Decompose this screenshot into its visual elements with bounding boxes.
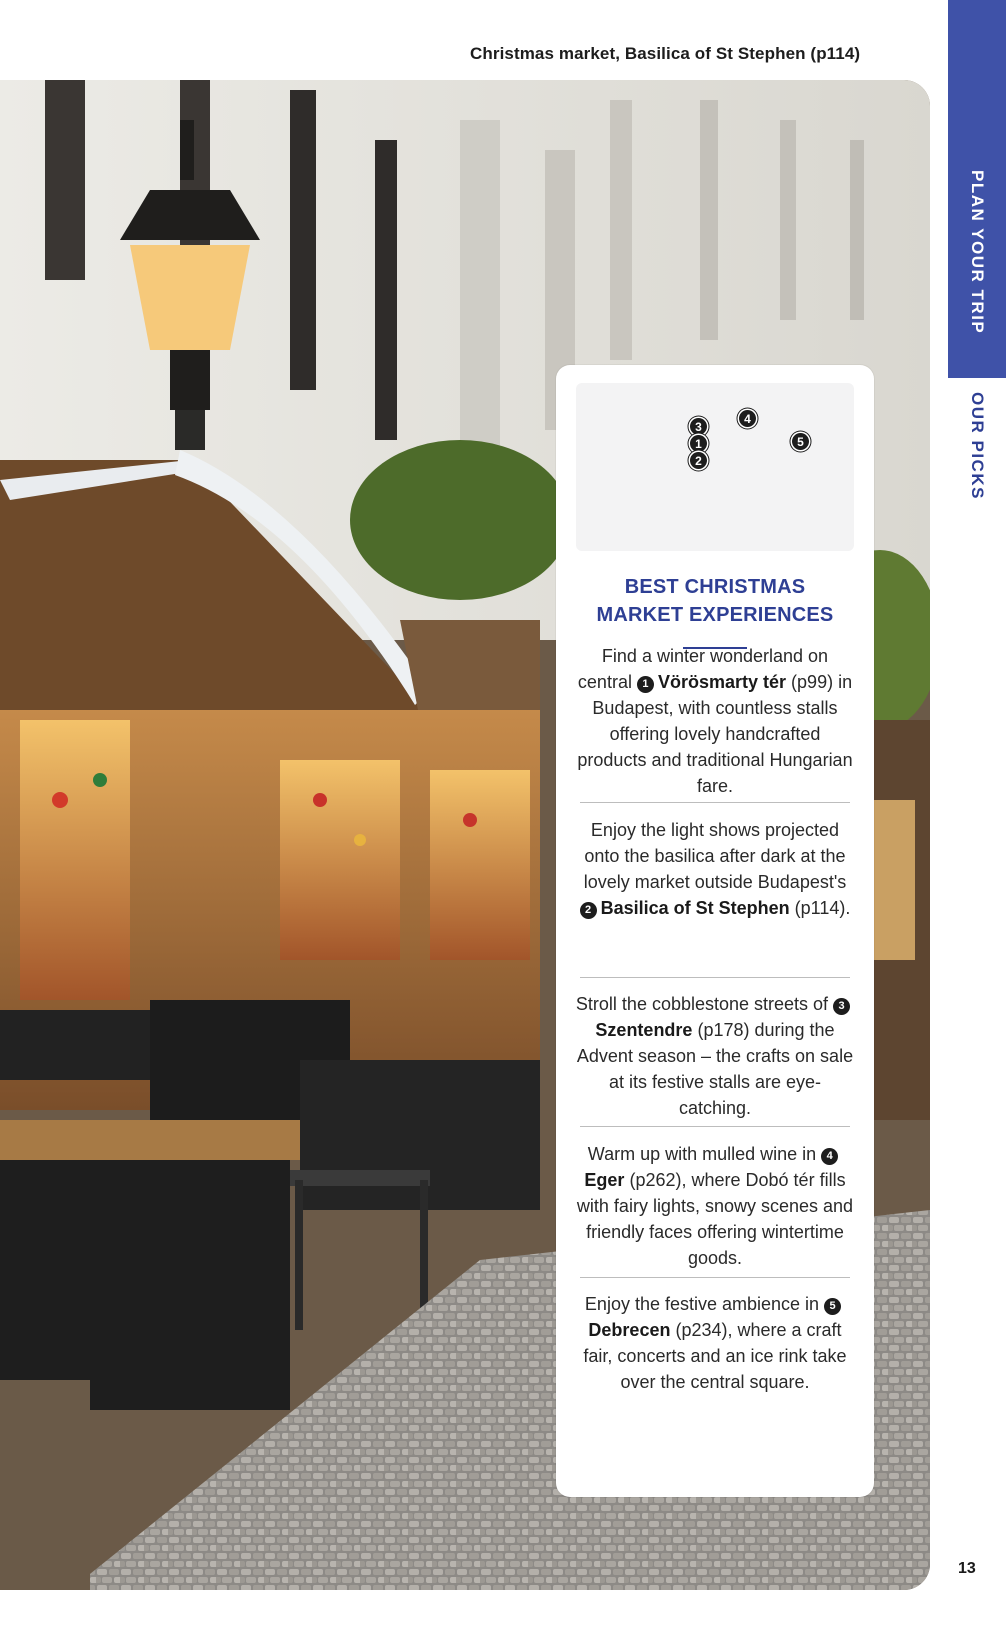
map-marker-2: 2 (690, 452, 707, 469)
panel-title (556, 573, 874, 629)
photo-caption: Christmas market, Basilica of St Stephen (p114) (470, 44, 861, 63)
pick-2-intro: Enjoy the light shows projected onto the basilica after dark at the lovely market outside Budapest's (583, 820, 847, 892)
pick-4-place: Eger (584, 1170, 625, 1190)
pick-4-detail: (p262), where Dobó tér fills with fairy lights, snowy scenes and friendly faces offering wintertime goods. (576, 1170, 854, 1268)
pick-3 (556, 991, 874, 1121)
pick-4-intro: Warm up with mulled wine in (587, 1144, 817, 1164)
pick-1-place: Vörösmarty tér (657, 672, 787, 692)
subsection-label: OUR PICKS (968, 392, 987, 500)
pick-5-number-icon: 5 (824, 1298, 841, 1315)
picks-panel (556, 365, 874, 1497)
pick-4-number-icon: 4 (821, 1148, 838, 1165)
map-marker-3: 3 (690, 418, 707, 435)
pick-3-detail: (p178) during the Advent season – the crafts on sale at its festive stalls are eye-catching. (576, 1020, 854, 1118)
panel-title-line1: BEST CHRISTMAS (624, 576, 806, 598)
page-number: 13 (958, 1560, 976, 1577)
section-tab-label: PLAN YOUR TRIP (968, 170, 987, 335)
divider (580, 1126, 850, 1127)
pick-1 (556, 643, 874, 799)
divider (580, 802, 850, 803)
divider (580, 977, 850, 978)
pick-3-intro: Stroll the cobblestone streets of (575, 994, 829, 1014)
pick-1-intro: Find a winter wonderland on central (577, 646, 829, 692)
map-marker-4: 4 (739, 410, 756, 427)
divider (580, 1277, 850, 1278)
pick-5-place: Debrecen (588, 1320, 671, 1340)
map-marker-5: 5 (792, 433, 809, 450)
pick-1-detail: (p99) in Budapest, with countless stalls offering lovely handcrafted products and traditional Hungarian fare. (577, 672, 853, 796)
pick-5-intro: Enjoy the festive ambience in (584, 1294, 820, 1314)
pick-1-number-icon: 1 (637, 676, 654, 693)
pick-2-place: Basilica of St Stephen (600, 898, 790, 918)
pick-4 (556, 1141, 874, 1271)
pick-2 (556, 817, 874, 921)
pick-2-detail: (p114). (794, 898, 851, 918)
pick-2-number-icon: 2 (580, 902, 597, 919)
pick-3-number-icon: 3 (833, 998, 850, 1015)
map-marker-1: 1 (690, 435, 707, 452)
pick-3-place: Szentendre (595, 1020, 693, 1040)
locator-map (576, 383, 854, 551)
pick-5-detail: (p234), where a craft fair, concerts and an ice rink take over the central square. (583, 1320, 847, 1392)
panel-title-line2: MARKET EXPERIENCES (596, 604, 834, 626)
pick-5 (556, 1291, 874, 1395)
